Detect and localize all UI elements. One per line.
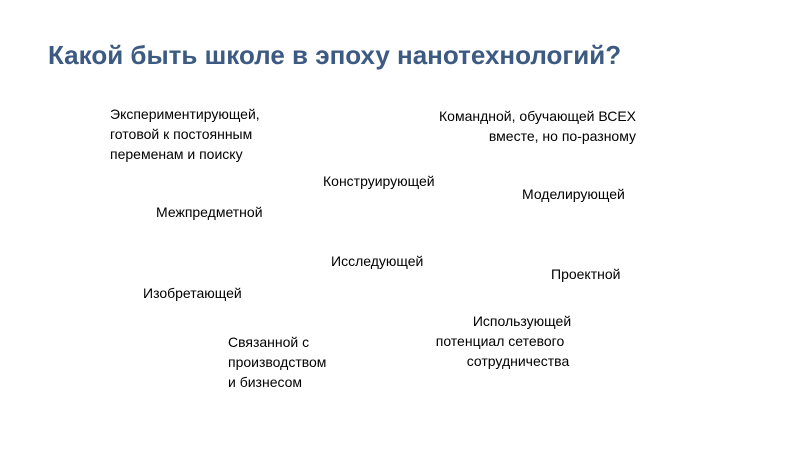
item-experimenting-line-1: Экспериментирующей, [110,106,260,122]
item-experimenting-line-3: переменам и поиску [110,146,243,162]
item-inventing-label: Изобретающей [143,285,242,301]
item-interdisciplinary-label: Межпредметной [156,204,263,220]
item-experimenting [110,104,260,164]
item-network-line-2: потенциал сетевого [435,333,565,349]
item-team-line-2: вместе, но по-разному [488,128,636,144]
item-project [551,264,620,284]
item-inventing [143,283,242,303]
item-connected-line-2: производством [228,354,327,370]
item-network-line-3: сотрудничества [466,353,570,369]
item-modeling [522,184,625,204]
item-connected-line-1: Связанной с [228,334,310,350]
item-researching [331,251,423,271]
item-connected-line-3: и бизнесом [228,374,303,390]
item-constructing-label: Конструирующей [323,173,435,189]
item-experimenting-line-2: готовой к постоянным [110,126,253,142]
slide-title: Какой быть школе в эпоху нанотехнологий? [48,40,622,70]
item-project-label: Проектной [551,266,621,282]
item-connected [228,332,326,392]
item-team [390,106,636,146]
item-modeling-label: Моделирующей [522,186,625,202]
item-researching-label: Исследующей [331,253,424,269]
item-interdisciplinary [156,202,263,222]
item-network [410,311,590,371]
item-network-line-1: Использующей [472,313,572,329]
item-constructing [323,171,435,191]
item-team-line-1: Командной, обучающей ВСЕХ [439,108,636,124]
